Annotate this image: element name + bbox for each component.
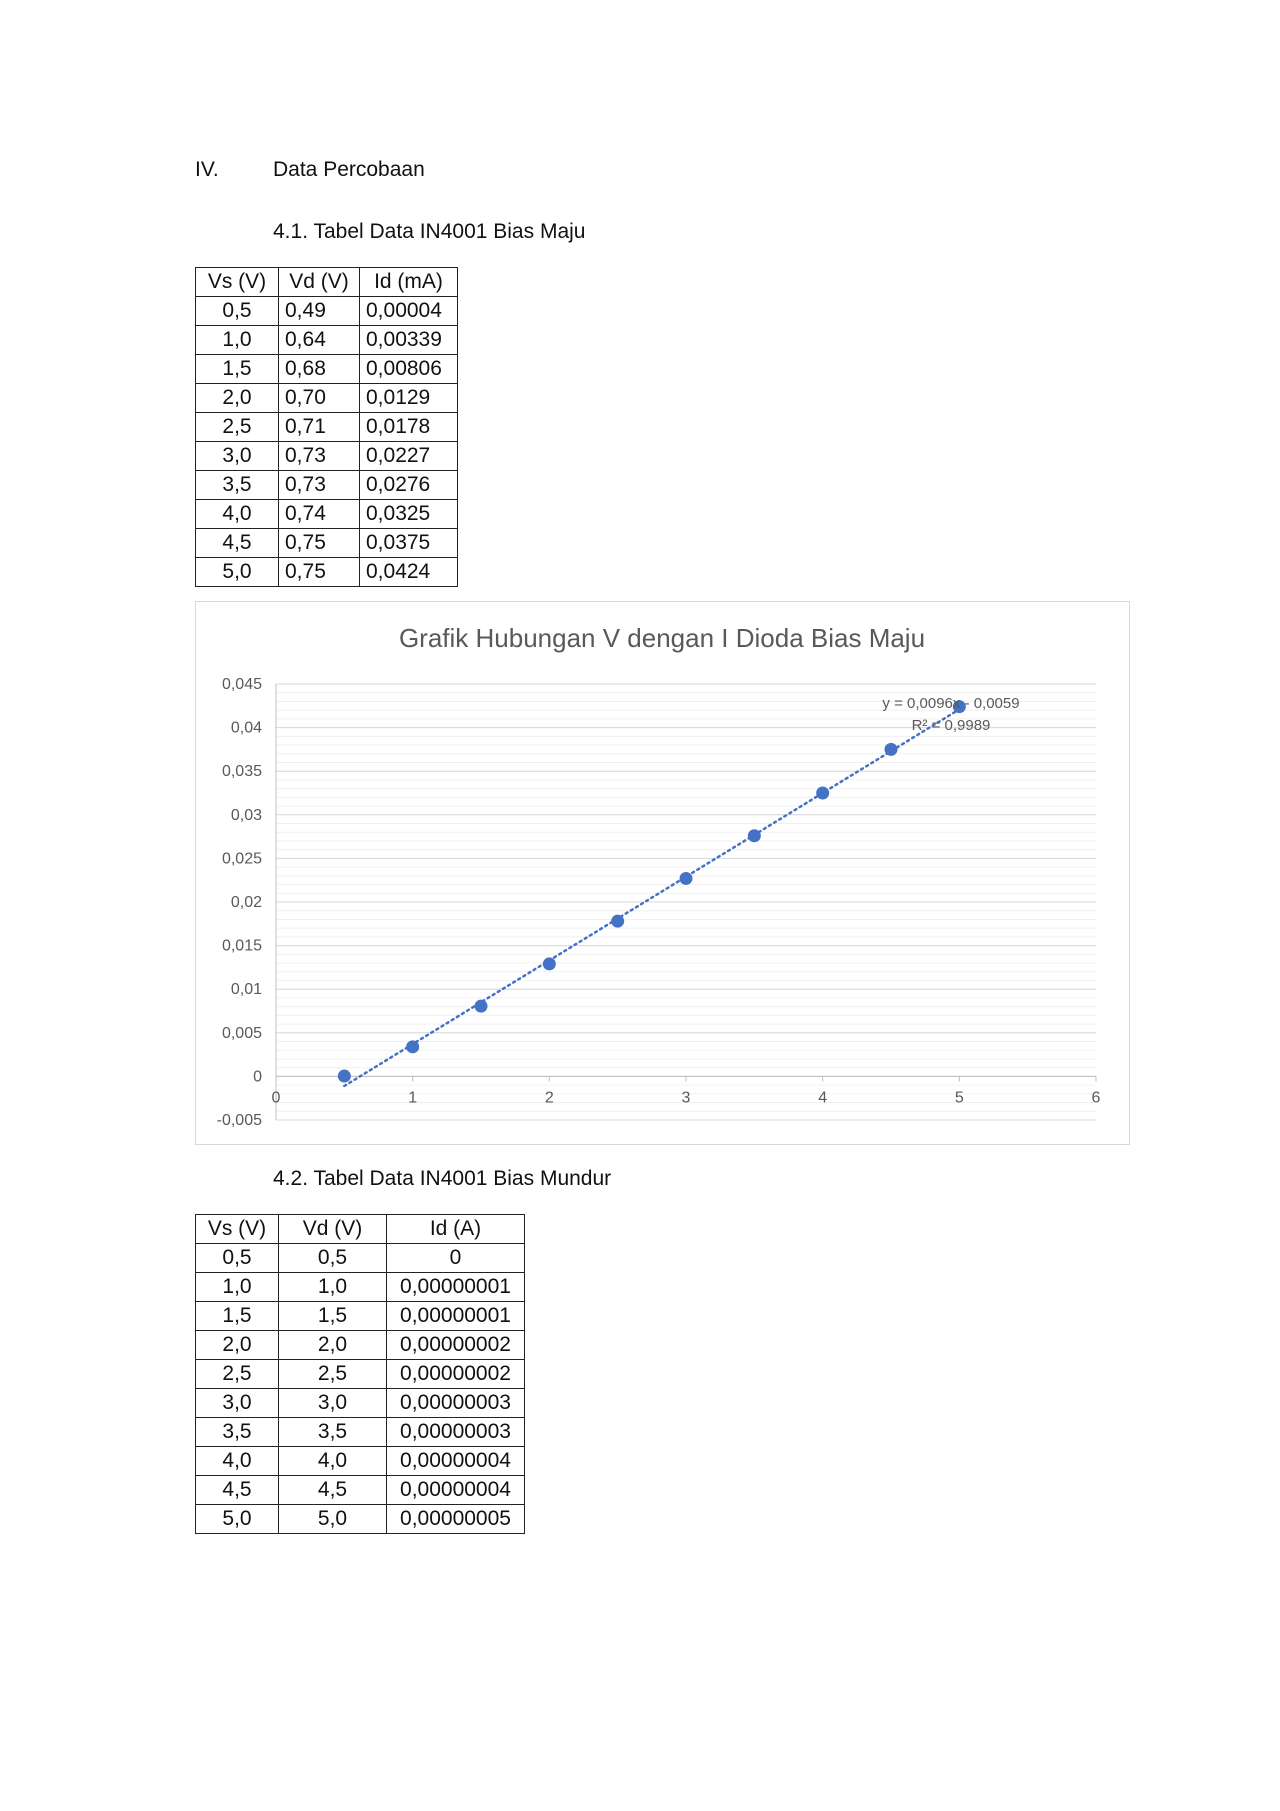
forward-bias-table xyxy=(195,267,458,587)
trendline xyxy=(344,709,959,1086)
cell-vd: 5,0 xyxy=(279,1505,387,1534)
cell-id: 0,0325 xyxy=(360,500,458,529)
cell-vs: 2,5 xyxy=(196,413,279,442)
cell-id: 0,00000003 xyxy=(387,1418,525,1447)
chart-points xyxy=(338,700,966,1082)
cell-vd: 3,0 xyxy=(279,1389,387,1418)
cell-vs: 1,5 xyxy=(196,1302,279,1331)
x-tick-label: 5 xyxy=(954,1089,964,1107)
y-tick-label: 0 xyxy=(253,1068,262,1086)
cell-vs: 4,5 xyxy=(196,529,279,558)
cell-id: 0,00000002 xyxy=(387,1331,525,1360)
cell-vd: 1,5 xyxy=(279,1302,387,1331)
table-row xyxy=(196,413,458,442)
x-tick-label: 2 xyxy=(544,1089,554,1107)
data-point xyxy=(543,957,556,970)
y-tick-label: 0,045 xyxy=(221,676,262,693)
cell-vd: 0,73 xyxy=(279,442,360,471)
cell-vs: 3,5 xyxy=(196,1418,279,1447)
table-row xyxy=(196,1273,525,1302)
cell-vs: 5,0 xyxy=(196,1505,279,1534)
table-row xyxy=(196,1418,525,1447)
chart-title: Grafik Hubungan V dengan I Dioda Bias Maju xyxy=(398,623,926,653)
cell-vs: 1,0 xyxy=(196,1273,279,1302)
chart-gridlines xyxy=(276,684,1096,1120)
cell-vd: 1,0 xyxy=(279,1273,387,1302)
cell-id: 0,00000004 xyxy=(387,1447,525,1476)
cell-id: 0,00000001 xyxy=(387,1302,525,1331)
cell-vd: 3,5 xyxy=(279,1418,387,1447)
chart-trendline-group xyxy=(344,709,959,1086)
table-row xyxy=(196,1302,525,1331)
table-row xyxy=(196,326,458,355)
data-point xyxy=(885,743,898,756)
forward-bias-chart xyxy=(195,601,1130,1145)
cell-id: 0,0129 xyxy=(360,384,458,413)
y-tick-label: 0,01 xyxy=(230,981,262,999)
cell-vd: 2,5 xyxy=(279,1360,387,1389)
table-row xyxy=(196,297,458,326)
cell-vs: 3,0 xyxy=(196,1389,279,1418)
cell-vd: 4,0 xyxy=(279,1447,387,1476)
y-tick-label: -0,005 xyxy=(216,1112,262,1129)
cell-vs: 3,0 xyxy=(196,442,279,471)
y-tick-label: 0,04 xyxy=(230,719,262,737)
cell-id: 0,00000003 xyxy=(387,1389,525,1418)
cell-vd: 0,64 xyxy=(279,326,360,355)
cell-vd: 0,49 xyxy=(279,297,360,326)
x-tick-label: 0 xyxy=(271,1089,281,1107)
table-row xyxy=(196,1360,525,1389)
cell-vs: 5,0 xyxy=(196,558,279,587)
cell-vd: 0,75 xyxy=(279,558,360,587)
column-header-id: Id (A) xyxy=(387,1215,525,1244)
table2-caption: 4.2. Tabel Data IN4001 Bias Mundur xyxy=(273,1167,612,1190)
y-tick-label: 0,02 xyxy=(230,894,262,911)
table-row xyxy=(196,1244,525,1273)
trendline-r-squared: R² = 0,9989 xyxy=(911,717,991,734)
cell-id: 0,00000004 xyxy=(387,1476,525,1505)
cell-id: 0,00806 xyxy=(360,355,458,384)
table-row xyxy=(196,442,458,471)
table-row xyxy=(196,1505,525,1534)
cell-id: 0,0227 xyxy=(360,442,458,471)
cell-id: 0,00004 xyxy=(360,297,458,326)
table-row xyxy=(196,471,458,500)
chart-canvas xyxy=(196,602,1129,1144)
x-tick-label: 3 xyxy=(681,1089,691,1107)
column-header-vs: Vs (V) xyxy=(196,268,279,297)
cell-vs: 2,0 xyxy=(196,384,279,413)
data-point xyxy=(406,1040,419,1053)
reverse-bias-table xyxy=(195,1214,525,1534)
table-header-row xyxy=(196,1215,525,1244)
cell-vs: 1,0 xyxy=(196,326,279,355)
column-header-id: Id (mA) xyxy=(360,268,458,297)
cell-vd: 0,73 xyxy=(279,471,360,500)
table-row xyxy=(196,355,458,384)
table-row xyxy=(196,1476,525,1505)
y-tick-label: 0,015 xyxy=(221,937,262,955)
table-row xyxy=(196,1331,525,1360)
cell-id: 0 xyxy=(387,1244,525,1273)
cell-vs: 2,5 xyxy=(196,1360,279,1389)
cell-vd: 2,0 xyxy=(279,1331,387,1360)
cell-vd: 4,5 xyxy=(279,1476,387,1505)
data-point xyxy=(338,1070,351,1083)
cell-id: 0,00000002 xyxy=(387,1360,525,1389)
table-row xyxy=(196,558,458,587)
cell-id: 0,00000005 xyxy=(387,1505,525,1534)
cell-id: 0,00339 xyxy=(360,326,458,355)
x-tick-label: 4 xyxy=(818,1089,828,1107)
table-row xyxy=(196,384,458,413)
x-tick-label: 1 xyxy=(408,1089,418,1107)
y-tick-label: 0,03 xyxy=(230,806,262,824)
section-title: Data Percobaan xyxy=(273,158,425,181)
column-header-vd: Vd (V) xyxy=(279,1215,387,1244)
x-tick-label: 6 xyxy=(1091,1089,1101,1107)
column-header-vd: Vd (V) xyxy=(279,268,360,297)
cell-id: 0,0375 xyxy=(360,529,458,558)
cell-vs: 2,0 xyxy=(196,1331,279,1360)
cell-id: 0,0424 xyxy=(360,558,458,587)
table-row xyxy=(196,1389,525,1418)
column-header-vs: Vs (V) xyxy=(196,1215,279,1244)
trendline-equation: y = 0,0096x - 0,0059 xyxy=(882,695,1020,712)
y-tick-label: 0,025 xyxy=(221,850,262,868)
data-point xyxy=(475,1000,488,1013)
cell-vs: 0,5 xyxy=(196,1244,279,1273)
cell-vd: 0,71 xyxy=(279,413,360,442)
cell-vs: 0,5 xyxy=(196,297,279,326)
cell-vs: 3,5 xyxy=(196,471,279,500)
cell-id: 0,00000001 xyxy=(387,1273,525,1302)
cell-vs: 4,5 xyxy=(196,1476,279,1505)
table1-caption: 4.1. Tabel Data IN4001 Bias Maju xyxy=(273,220,586,243)
cell-vd: 0,5 xyxy=(279,1244,387,1273)
cell-vd: 0,70 xyxy=(279,384,360,413)
cell-id: 0,0276 xyxy=(360,471,458,500)
y-tick-label: 0,005 xyxy=(221,1024,262,1042)
data-point xyxy=(611,915,624,928)
table-row xyxy=(196,500,458,529)
cell-vd: 0,74 xyxy=(279,500,360,529)
cell-vs: 1,5 xyxy=(196,355,279,384)
cell-vs: 4,0 xyxy=(196,500,279,529)
table-row xyxy=(196,1447,525,1476)
section-number: IV. xyxy=(195,158,219,181)
table-row xyxy=(196,529,458,558)
table-header-row xyxy=(196,268,458,297)
data-point xyxy=(680,872,693,885)
y-tick-label: 0,035 xyxy=(221,763,262,781)
cell-id: 0,0178 xyxy=(360,413,458,442)
cell-vd: 0,68 xyxy=(279,355,360,384)
cell-vs: 4,0 xyxy=(196,1447,279,1476)
cell-vd: 0,75 xyxy=(279,529,360,558)
data-point xyxy=(748,829,761,842)
data-point xyxy=(816,787,829,800)
